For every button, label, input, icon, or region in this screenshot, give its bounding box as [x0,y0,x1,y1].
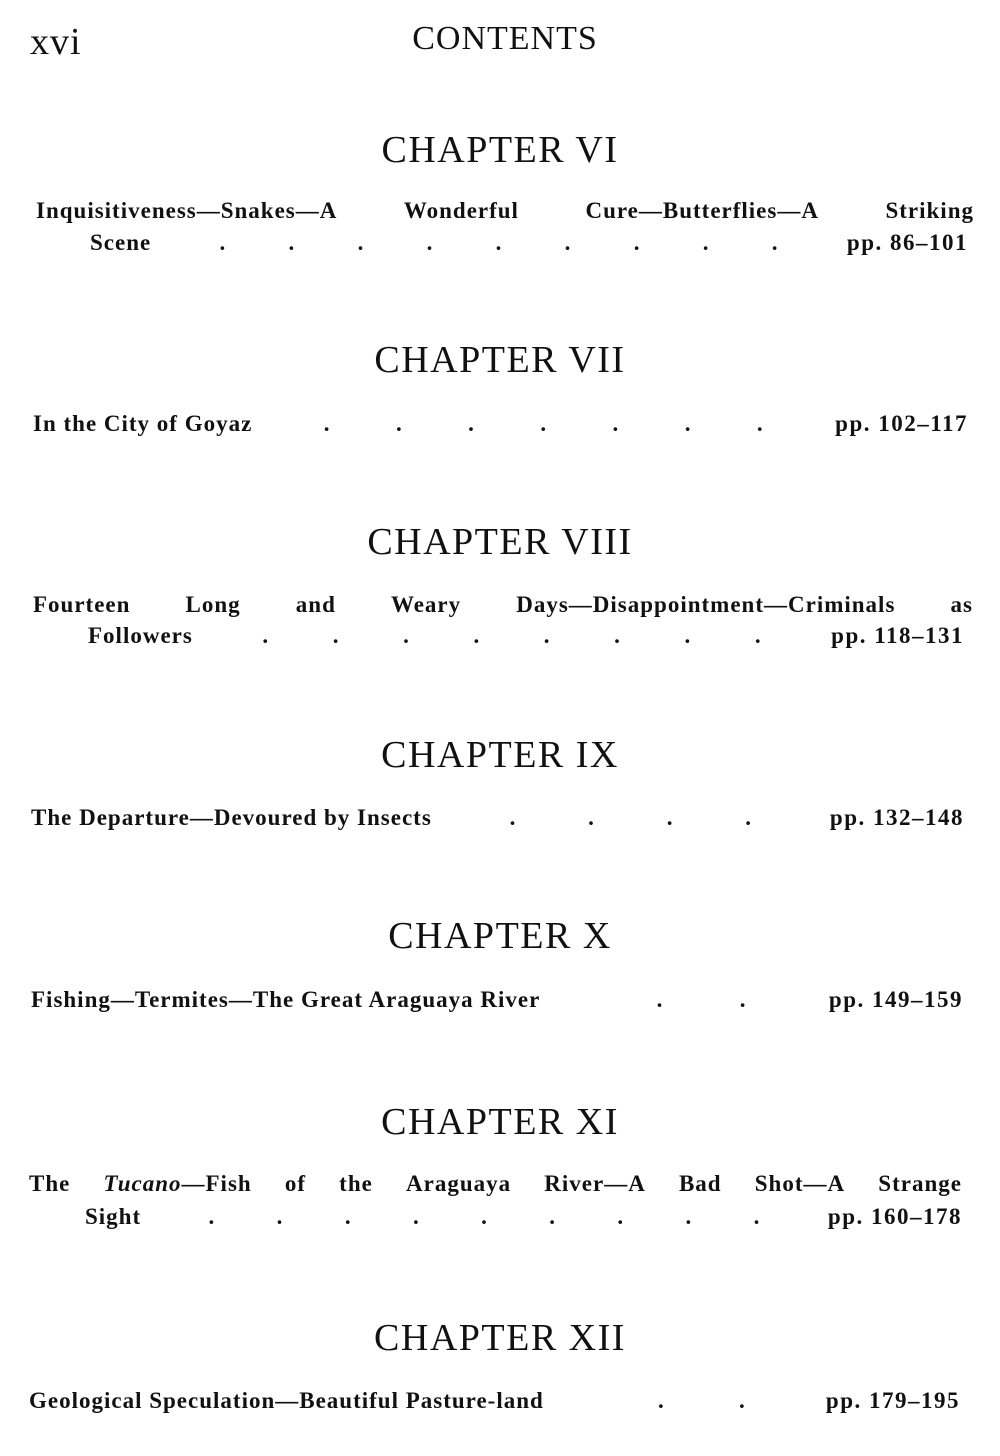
toc-word: as [950,592,973,617]
toc-entry-line [29,1171,962,1197]
toc-word: Strange [878,1171,962,1196]
toc-word: the [339,1171,373,1196]
toc-word: Bad [678,1171,722,1196]
toc-entry-title: Fishing—Termites—The Great Araguaya River [31,987,541,1012]
dot-leader: . . [656,987,747,1012]
toc-word: Fourteen [33,592,131,617]
toc-word: Weary [390,592,462,617]
chapter-heading: CHAPTER XII [374,1317,626,1359]
toc-entry-title: The Departure—Devoured by Insects [31,805,432,830]
dot-leader: . . . . . . . . . [219,230,779,255]
page-range: pp. 118–131 [831,623,964,648]
toc-entry-line [33,592,973,618]
toc-entry-line [33,411,968,437]
toc-word: Wonderful [403,198,519,223]
toc-entry-line [31,987,963,1013]
dot-leader: . . [658,1388,746,1413]
toc-entry-line [29,1388,960,1414]
dot-leader: . . . . . . . . . [208,1204,761,1229]
toc-entry-line [90,230,968,256]
toc-entry-line [31,805,964,831]
toc-word: Shot—A [754,1171,846,1196]
toc-word: Tucano—Fish [103,1171,252,1196]
dot-leader: . . . . . . . [323,411,764,436]
toc-entry-title: Geological Speculation—Beautiful Pasture-land [29,1388,544,1413]
toc-word: Araguaya [406,1171,512,1196]
chapter-heading: CHAPTER IX [381,734,619,776]
dot-leader: . . . . . . . . [262,623,762,648]
toc-word: Inquisitiveness—Snakes—A [36,198,338,223]
toc-entry-line [85,1204,962,1230]
toc-word: Striking [885,198,974,223]
page-range: pp. 132–148 [829,805,964,830]
page-range: pp. 86–101 [846,230,968,255]
toc-entry-title: Followers [88,623,193,648]
toc-word: and [295,592,336,617]
toc-word: of [284,1171,307,1196]
chapter-heading: CHAPTER X [388,915,612,957]
page-number: xvi [30,21,82,63]
toc-word: Long [185,592,241,617]
toc-word: The [29,1171,71,1196]
chapter-heading: CHAPTER VI [381,129,619,171]
toc-entry-title: Scene [90,230,152,255]
toc-entry-title: In the City of Goyaz [33,411,253,436]
page-range: pp. 160–178 [827,1204,962,1229]
chapter-heading: CHAPTER VIII [367,521,633,563]
page-range: pp. 102–117 [835,411,968,436]
page-range: pp. 179–195 [825,1388,960,1413]
page-range: pp. 149–159 [828,987,963,1012]
toc-word: Days—Disappointment—Criminals [516,592,896,617]
toc-word: River—A [544,1171,646,1196]
toc-word: Cure—Butterflies—A [585,198,819,223]
dot-leader: . . . . [509,805,753,830]
running-head: CONTENTS [412,20,598,57]
chapter-heading: CHAPTER XI [381,1101,619,1143]
chapter-heading: CHAPTER VII [374,339,626,381]
toc-entry-line [88,623,964,649]
toc-entry-title: Sight [85,1204,142,1229]
toc-entry-line [36,198,974,224]
